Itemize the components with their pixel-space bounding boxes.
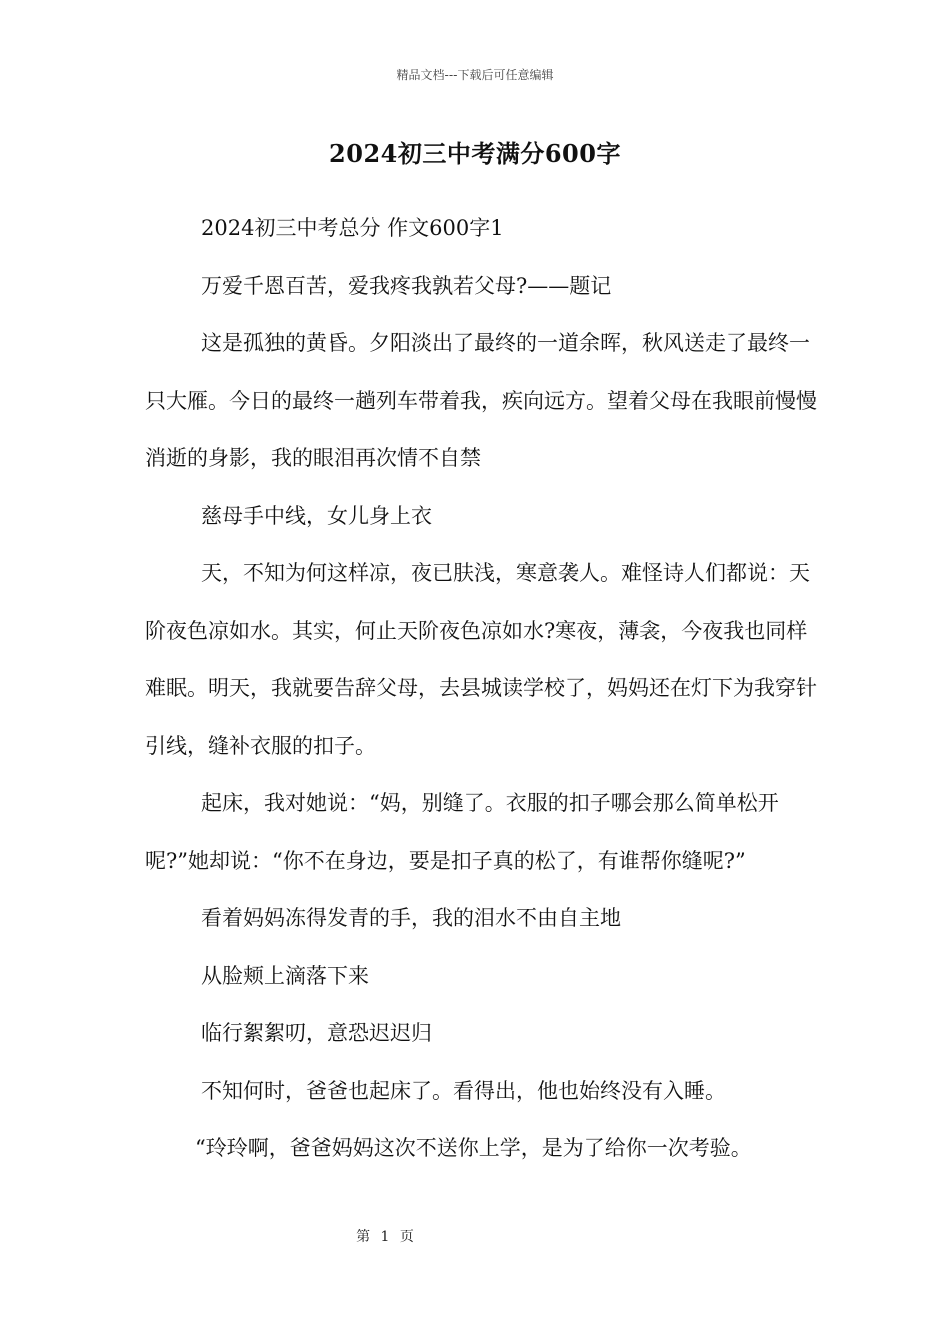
paragraph: 临行絮絮叨，意恐迟迟归 [201, 1021, 432, 1045]
paragraph: 这是孤独的黄昏。夕阳淡出了最终的一道余晖，秋风送走了最终一只大雁。今日的最终一趟列车带着我，疾向远方。望着父母在我眼前慢慢消逝的身影，我的眼泪再次情不自禁 [145, 331, 817, 470]
page-number-value: 1 [380, 1229, 390, 1245]
paragraph: “玲玲啊，爸爸妈妈这次不送你上学，是为了给你一次考验。 [195, 1136, 752, 1160]
page-title: 2024初三中考满分600字 [329, 139, 621, 168]
paragraph: 慈母手中线，女儿身上衣 [201, 503, 432, 528]
paragraph: 天，不知为何这样凉，夜已肤浅，寒意袭人。难怪诗人们都说：天阶夜色凉如水。其实，何止天阶夜色凉如水?寒夜，薄衾，今夜我也同样难眠。明天，我就要告辞父母，去县城读学校了，妈妈还在灯下为我穿针引线，缝补衣服的扣子。 [145, 561, 817, 758]
paragraph: 不知何时，爸爸也起床了。看得出，他也始终没有入睡。 [201, 1078, 726, 1103]
paragraph: 看着妈妈冻得发青的手，我的泪水不由自主地 [201, 906, 621, 930]
paragraph-epigraph: 万爱千恩百苦，爱我疼我孰若父母?——题记 [201, 273, 612, 298]
paragraph: 从脸颊上滴落下来 [201, 963, 369, 988]
header-note: 精品文档---下载后可任意编辑 [396, 68, 554, 82]
page-number [0, 1226, 770, 1246]
document-body [145, 200, 825, 1178]
paragraph-subtitle: 2024初三中考总分 作文600字1 [201, 216, 504, 240]
page-number-suffix: 页 [399, 1229, 414, 1245]
paragraph: 起床，我对她说：“妈，别缝了。衣服的扣子哪会那么简单松开呢?”她却说：“你不在身边，要是扣子真的松了，有谁帮你缝呢?” [145, 791, 779, 873]
page-number-prefix: 第 [356, 1229, 371, 1245]
